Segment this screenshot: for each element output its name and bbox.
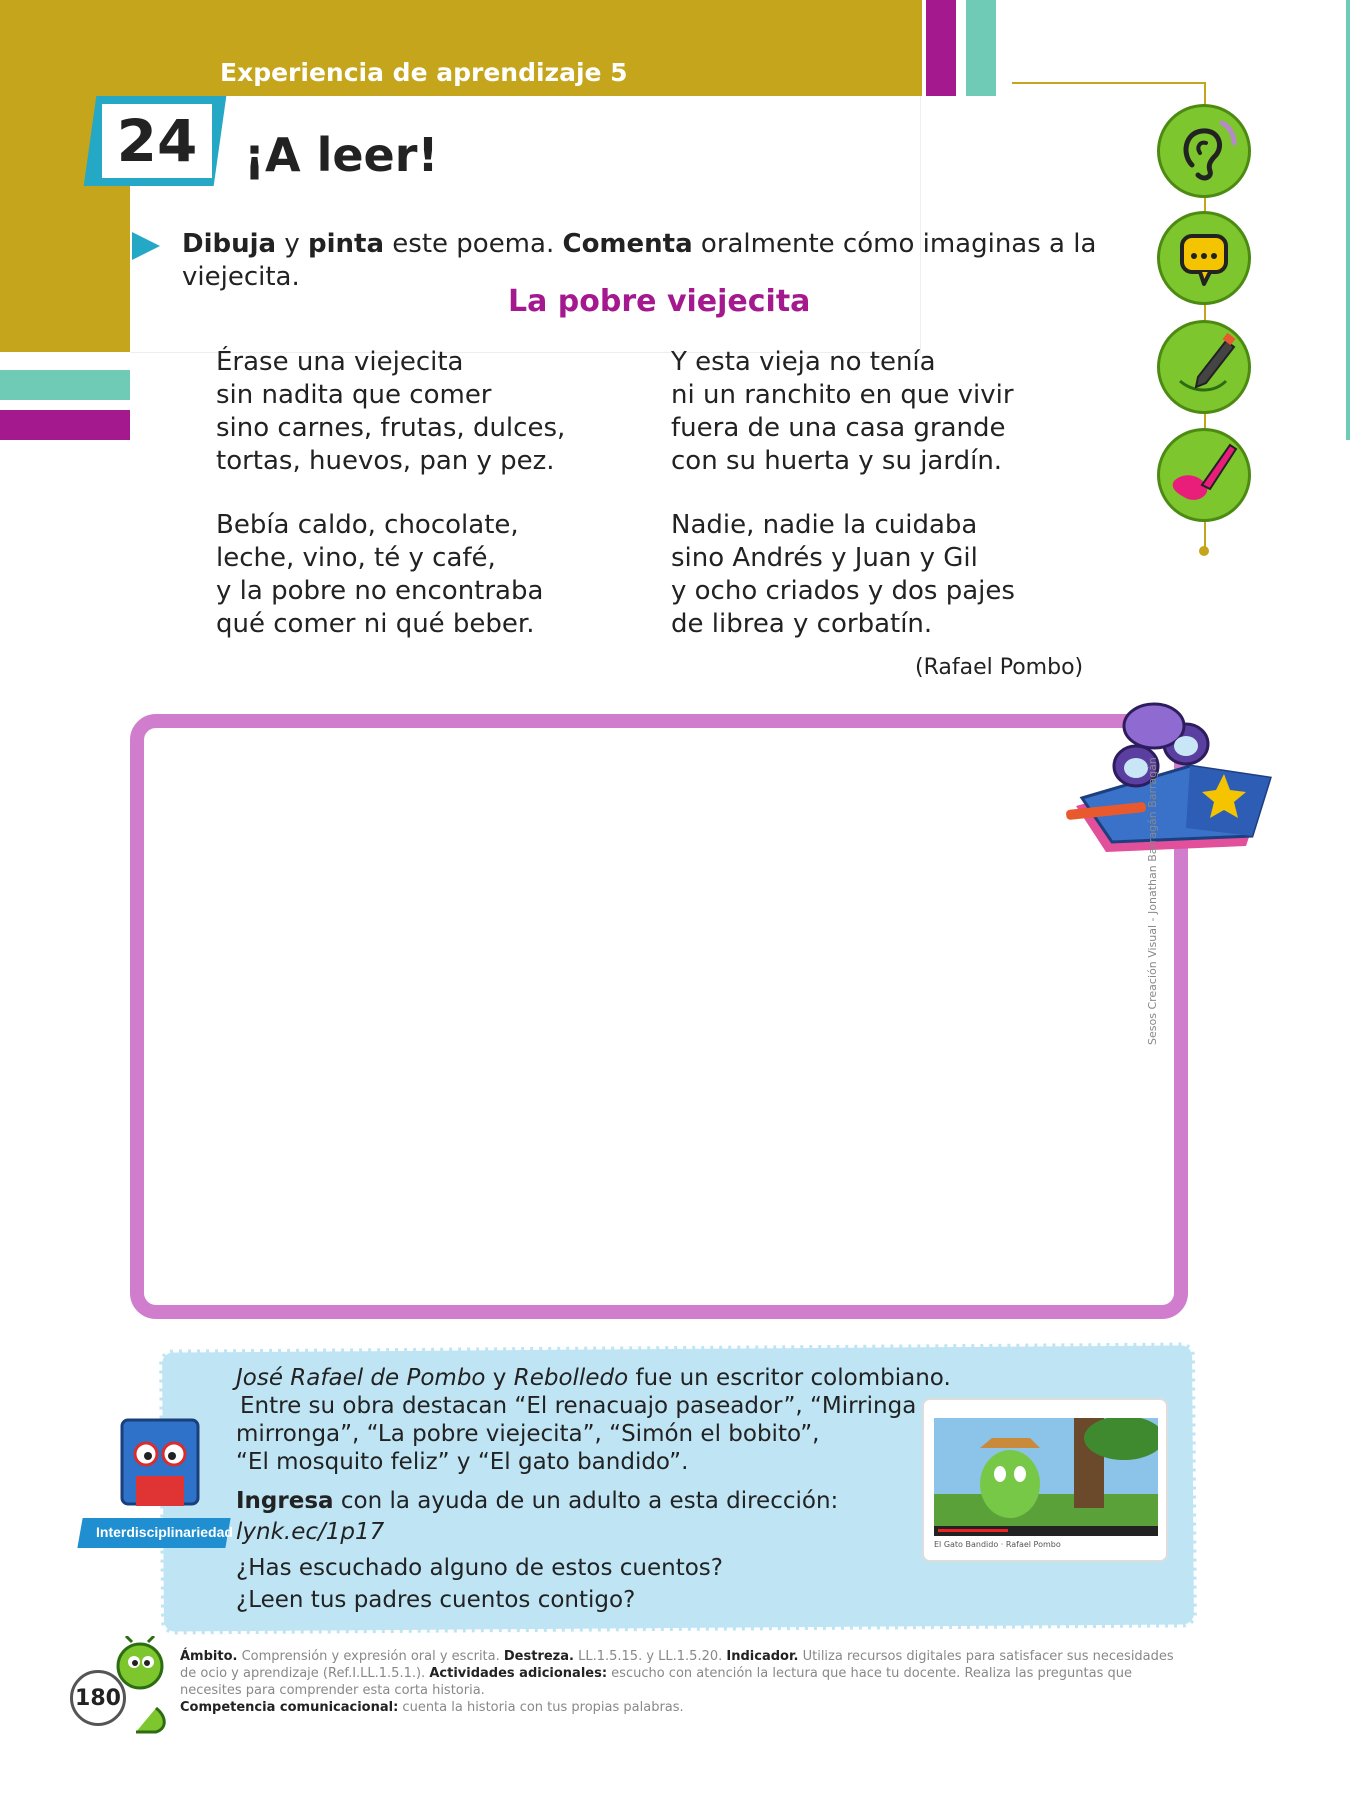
poem-line: con su huerta y su jardín.: [671, 446, 1003, 476]
instruction-connector: y: [276, 229, 308, 259]
instruction-verb-draw: Dibuja: [182, 229, 277, 259]
paint-brush-graphic: [1160, 431, 1248, 519]
ingresa-label: Ingresa: [236, 1488, 334, 1514]
page-number: 180: [70, 1670, 126, 1726]
poem-line: sin nadita que comer: [216, 380, 492, 410]
footer-destreza-text: LL.1.5.15. y LL.1.5.20.: [573, 1649, 727, 1664]
instruction-rest: oralmente cómo imaginas a la viejecita.: [182, 229, 1097, 292]
video-link[interactable]: lynk.ec/1p17: [236, 1519, 385, 1545]
top-magenta-stripe: [926, 0, 956, 96]
drawing-area[interactable]: [130, 714, 1188, 1319]
lesson-number: 24: [102, 104, 212, 178]
right-guide-line: [1012, 82, 1206, 84]
poem-line: Bebía caldo, chocolate,: [216, 510, 519, 540]
info-line-2: Entre su obra destacan “El renacuajo paseador”, “Mirringa: [240, 1393, 917, 1419]
poem-title: La pobre viejecita: [508, 284, 811, 319]
speech-bubble-graphic: [1160, 214, 1248, 302]
experience-label: Experiencia de aprendizaje 5: [220, 58, 628, 87]
poem-line: fuera de una casa grande: [671, 413, 1006, 443]
footer-notes: [180, 1648, 1190, 1716]
poem-line: tortas, huevos, pan y pez.: [216, 446, 555, 476]
footer-actividades-label: Actividades adicionales:: [429, 1666, 608, 1681]
left-magenta-stripe: [0, 410, 130, 440]
poem-stanza-4: [671, 509, 1015, 641]
instruction-middle: este poema.: [384, 229, 563, 259]
ear-icon: [1157, 104, 1251, 198]
poem-line: sino Andrés y Juan y Gil: [671, 543, 978, 573]
book-mascot-illustration: [108, 1410, 216, 1524]
paint-brush-icon: [1157, 428, 1251, 522]
info-ingresa: [236, 1487, 956, 1515]
right-guide-dot: [1199, 546, 1209, 556]
poem-stanza-1: [216, 346, 565, 478]
poem-line: y ocho criados y dos pajes: [671, 576, 1015, 606]
poem-stanza-2: [216, 509, 543, 641]
top-teal-stripe: [966, 0, 996, 96]
footer-ambito-label: Ámbito.: [180, 1649, 238, 1664]
author-name-part-1: José Rafael de Pombo: [236, 1365, 486, 1391]
poem-line: leche, vino, té y café,: [216, 543, 496, 573]
footer-ambito-text: Comprensión y expresión oral y escrita.: [237, 1649, 504, 1664]
poem-line: sino carnes, frutas, dulces,: [216, 413, 566, 443]
binoculars-book-graphic: [1066, 686, 1282, 856]
info-line-4: “El mosquito feliz” y “El gato bandido”.: [236, 1449, 689, 1475]
instruction-verb-paint: pinta: [308, 229, 385, 259]
pencil-write-icon: [1157, 320, 1251, 414]
question-2: ¿Leen tus padres cuentos contigo?: [236, 1587, 636, 1613]
poem-line: Érase una viejecita: [216, 347, 464, 377]
lesson-title: ¡A leer!: [244, 128, 439, 182]
poem-line: y la pobre no encontraba: [216, 576, 544, 606]
poem-line: de librea y corbatín.: [671, 609, 933, 639]
footer-destreza-label: Destreza.: [503, 1649, 574, 1664]
footer-competencia-label: Competencia comunicacional:: [180, 1700, 399, 1715]
footer-competencia-text: cuenta la historia con tus propias palabras.: [398, 1700, 684, 1715]
info-line-1-rest: fue un escritor colombiano.: [628, 1365, 951, 1391]
footer-indicador-label: Indicador.: [726, 1649, 799, 1664]
poem-line: qué comer ni qué beber.: [216, 609, 535, 639]
interdisciplinariedad-label: Interdisciplinariedad: [96, 1524, 233, 1540]
binoculars-book-illustration: [1066, 686, 1282, 860]
question-1: ¿Has escuchado alguno de estos cuentos?: [236, 1555, 723, 1581]
poem-author: (Rafael Pombo): [915, 655, 1084, 680]
poem-line: ni un ranchito en que vivir: [671, 380, 1014, 410]
video-frame-graphic: [934, 1418, 1158, 1536]
ingresa-rest: con la ayuda de un adulto a esta dirección:: [333, 1488, 839, 1514]
left-teal-stripe: [0, 370, 130, 400]
poem-line: Y esta vieja no tenía: [671, 347, 936, 377]
author-name-part-2: Rebolledo: [513, 1365, 629, 1391]
pencil-write-graphic: [1160, 323, 1248, 411]
video-thumbnail[interactable]: [922, 1398, 1168, 1562]
illustration-credit: Sesos Creación Visual - Jonathan Barragán Barragán: [1146, 757, 1159, 1045]
right-edge-stripe: [1346, 0, 1350, 440]
instruction-verb-comment: Comenta: [562, 229, 693, 259]
poem-stanza-3: [671, 346, 1014, 478]
footer-indicador-text: Utiliza recursos digitales para satisfacer sus necesidades de ocio y aprendizaje (Ref.I.LL.1.5.1.).: [180, 1649, 1174, 1681]
info-line-3: mirronga”, “La pobre viejecita”, “Simón el bobito”,: [236, 1421, 820, 1447]
book-mascot-graphic: [108, 1410, 216, 1520]
video-player: [934, 1418, 1158, 1536]
footer-actividades-text: escucho con atención la lectura que hace tu docente. Realiza las preguntas que necesites para comprender esta corta historia.: [180, 1666, 1132, 1698]
info-intro: [236, 1364, 956, 1476]
instruction-arrow-icon: [132, 232, 160, 260]
poem-line: Nadie, nadie la cuidaba: [671, 510, 978, 540]
ear-icon-graphic: [1160, 107, 1248, 195]
video-caption: El Gato Bandido · Rafael Pombo: [934, 1540, 1061, 1549]
info-line-1: [236, 1364, 956, 1392]
author-name-connector: y: [485, 1365, 514, 1391]
speech-bubble-icon: [1157, 211, 1251, 305]
